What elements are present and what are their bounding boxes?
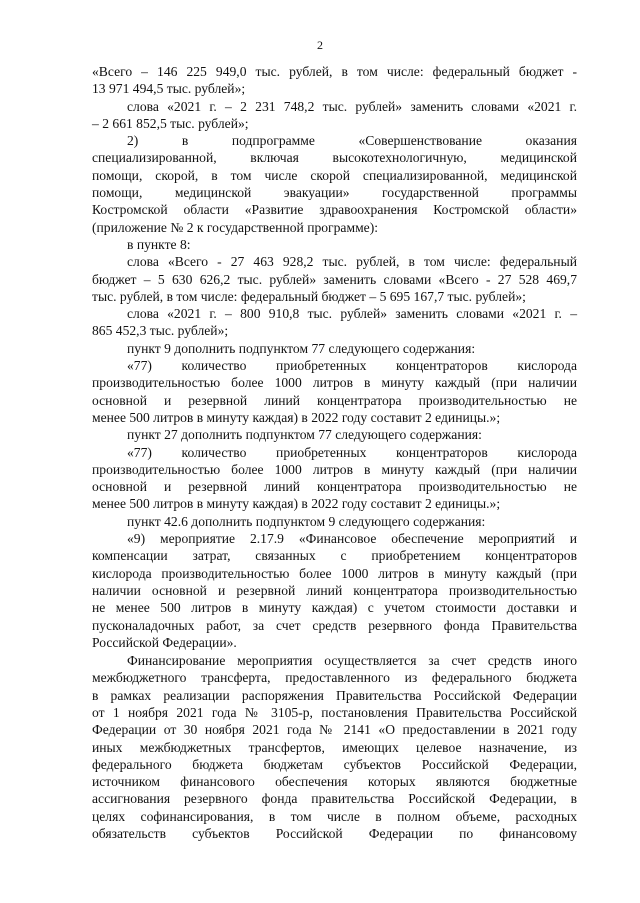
paragraph-12-line: федерального бюджета бюджетам субъектов Российской Федерации, [92, 756, 577, 772]
paragraph-12-line: от 1 ноября 2021 года № 3105-р, постановления Правительства Российской [92, 704, 577, 720]
paragraph-11-line: «9) мероприятие 2.17.9 «Финансовое обеспечение мероприятий и [127, 531, 577, 547]
paragraph-0-line: 13 971 494,5 тыс. рублей»; [92, 81, 246, 97]
paragraph-10-line: пункт 42.6 дополнить подпунктом 9 следующего содержания: [127, 513, 486, 529]
paragraph-2-line: Костромской области «Развитие здравоохранения Костромской области» [92, 202, 577, 218]
paragraph-12-line: ассигнования резервного фонда правительства Российской Федерации, в [92, 791, 577, 807]
paragraph-12-line: межбюджетного трансферта, предоставленного из федерального бюджета [92, 670, 577, 686]
paragraph-2-line: помощи, скорой, в том числе скорой специализированной, медицинской [92, 167, 577, 183]
paragraph-2-line: специализированной, включая высокотехнологичную, медицинской [92, 150, 577, 166]
page-number: 2 [317, 38, 323, 52]
paragraph-9-line: основной и резервной линий концентратора производительностью не [92, 479, 577, 495]
paragraph-7-line: основной и резервной линий концентратора производительностью не [92, 392, 577, 408]
paragraph-12-line: источником финансового обеспечения которых являются бюджетные [92, 774, 577, 790]
paragraph-4-line: бюджет – 5 630 626,2 тыс. рублей» заменить словами «Всего - 27 528 469,7 [92, 271, 577, 287]
paragraph-9-line: «77) количество приобретенных концентраторов кислорода [127, 444, 577, 460]
paragraph-11-line: кислорода производительностью более 1000 литров в минуту каждый (при [92, 565, 577, 581]
paragraph-7-line: «77) количество приобретенных концентраторов кислорода [127, 358, 577, 374]
paragraph-2-line: помощи, медицинской эвакуации» государственной программы [92, 185, 577, 201]
paragraph-11-line: Российской Федерации». [92, 634, 237, 650]
paragraph-12-line: иных межбюджетных трансфертов, имеющих целевое назначение, из [92, 739, 577, 755]
paragraph-9-line: менее 500 литров в минуту каждая) в 2022 году составит 2 единицы.»; [92, 496, 501, 512]
paragraph-12-line: в рамках реализации распоряжения Правительства Российской Федерации [92, 687, 577, 703]
paragraph-9-line: производительностью более 1000 литров в минуту каждый (при наличии [92, 461, 577, 477]
document-body [92, 63, 577, 842]
paragraph-12-line: Федерации от 30 ноября 2021 года № 2141 «О предоставлении в 2021 году [92, 722, 577, 738]
paragraph-8-line: пункт 27 дополнить подпунктом 77 следующего содержания: [127, 427, 482, 443]
paragraph-2-line: 2) в подпрограмме «Совершенствование оказания [127, 133, 577, 149]
paragraph-5-line: слова «2021 г. – 800 910,8 тыс. рублей» заменить словами «2021 г. – [127, 306, 577, 322]
paragraph-7-line: менее 500 литров в минуту каждая) в 2022 году составит 2 единицы.»; [92, 409, 501, 425]
paragraph-2-line: (приложение № 2 к государственной программе): [92, 219, 379, 235]
paragraph-12-line: Финансирование мероприятия осуществляется за счет средств иного [127, 653, 577, 669]
paragraph-5-line: 865 452,3 тыс. рублей»; [92, 323, 229, 339]
paragraph-4-line: тыс. рублей, в том числе: федеральный бюджет – 5 695 167,7 тыс. рублей»; [92, 288, 526, 304]
paragraph-1-line: – 2 661 852,5 тыс. рублей»; [92, 115, 249, 131]
paragraph-11-line: компенсации затрат, связанных с приобретением концентраторов [92, 548, 577, 564]
paragraph-6-line: пункт 9 дополнить подпунктом 77 следующего содержания: [127, 340, 476, 356]
paragraph-11-line: пусконаладочных работ, за счет средств резервного фонда Правительства [92, 617, 577, 633]
paragraph-11-line: не менее 500 литров в минуту каждая) с учетом стоимости доставки и [92, 600, 577, 616]
paragraph-1-line: слова «2021 г. – 2 231 748,2 тыс. рублей» заменить словами «2021 г. [127, 98, 577, 114]
paragraph-12-line: целях софинансирования, в том числе в полном объеме, расходных [92, 808, 577, 824]
paragraph-12-line: обязательств субъектов Российской Федерации по финансовому [92, 826, 577, 842]
paragraph-11-line: наличии основной и резервной линий концентратора производительностью [92, 582, 577, 598]
paragraph-0-line: «Всего – 146 225 949,0 тыс. рублей, в том числе: федеральный бюджет - [92, 64, 577, 79]
paragraph-3-line: в пункте 8: [127, 236, 191, 252]
paragraph-7-line: производительностью более 1000 литров в минуту каждый (при наличии [92, 375, 577, 391]
paragraph-4-line: слова «Всего - 27 463 928,2 тыс. рублей, в том числе: федеральный [127, 254, 577, 270]
